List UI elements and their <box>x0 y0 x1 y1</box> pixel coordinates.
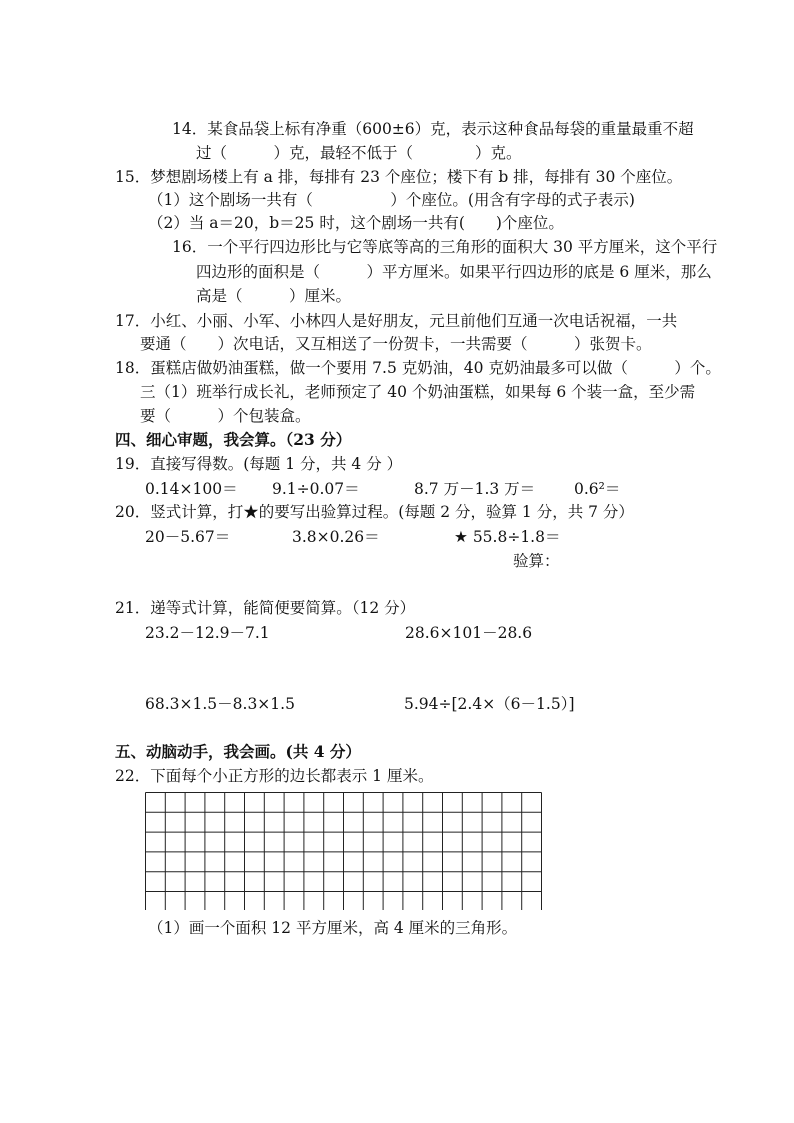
q21-item: 23.2－12.9－7.1 <box>145 624 270 642</box>
q18-line2: 三（1）班举行成长礼，老师预定了 40 个奶油蛋糕，如果每 6 个装一盒，至少需 <box>140 383 696 401</box>
q19-stem: 19．直接写得数。(每题 1 分，共 4 分 ） <box>115 455 403 473</box>
q20-item: 3.8×0.26＝ <box>292 528 380 546</box>
q19-item: 0.6²＝ <box>574 480 621 498</box>
q21-item: 5.94÷[2.4×（6－1.5）] <box>404 695 575 713</box>
q16-line3: 高是（ ）厘米。 <box>196 287 352 305</box>
q16-line1: 16．一个平行四边形比与它等底等高的三角形的面积大 30 平方厘米，这个平行 <box>172 238 718 256</box>
q22-part1: （1）画一个面积 12 平方厘米，高 4 厘米的三角形。 <box>148 919 518 937</box>
section5-title: 五、动脑动手，我会画。(共 4 分） <box>115 742 361 761</box>
q21-item: 68.3×1.5－8.3×1.5 <box>145 695 295 713</box>
section4-title: 四、细心审题，我会算。（23 分） <box>115 430 352 449</box>
q20-stem: 20．竖式计算，打★的要写出验算过程。(每题 2 分，验算 1 分，共 7 分） <box>115 503 634 521</box>
q15-stem: 15．梦想剧场楼上有 a 排，每排有 23 个座位；楼下有 b 排，每排有 30 个座位。 <box>115 168 683 186</box>
q16-line2: 四边形的面积是（ ）平方厘米。如果平行四边形的底是 6 厘米，那么 <box>196 263 712 281</box>
q18-line1: 18．蛋糕店做奶油蛋糕，做一个要用 7.5 克奶油，40 克奶油最多可以做（ ）个。 <box>115 359 721 377</box>
q19-item: 9.1÷0.07＝ <box>272 480 360 498</box>
q17-line2: 要通（ ）次电话，又互相送了一份贺卡，一共需要（ ）张贺卡。 <box>140 335 652 353</box>
q14-line1: 14．某食品袋上标有净重（600±6）克，表示这种食品每袋的重量最重不超 <box>172 120 694 138</box>
q18-line3: 要（ ）个包装盒。 <box>140 407 311 425</box>
q20-item: 20－5.67＝ <box>145 528 231 546</box>
q19-item: 0.14×100＝ <box>145 480 238 498</box>
q15-part1: （1）这个剧场一共有（ ）个座位。(用含有字母的式子表示) <box>148 191 635 209</box>
q17-line1: 17．小红、小丽、小军、小林四人是好朋友，元旦前他们互通一次电话祝福，一共 <box>115 312 678 330</box>
q19-item: 8.7 万－1.3 万＝ <box>414 480 536 498</box>
square-grid <box>145 792 543 910</box>
q22-stem: 22．下面每个小正方形的边长都表示 1 厘米。 <box>115 767 434 785</box>
q15-part2: （2）当 a＝20，b＝25 时，这个剧场一共有( )个座位。 <box>148 214 564 232</box>
q14-line2: 过（ ）克，最轻不低于（ ）克。 <box>196 144 522 162</box>
q20-check-label: 验算： <box>513 552 560 570</box>
q20-item: ★ 55.8÷1.8＝ <box>454 528 561 546</box>
q21-item: 28.6×101－28.6 <box>405 624 533 642</box>
q21-stem: 21．递等式计算，能简便要简算。（12 分） <box>115 599 416 617</box>
